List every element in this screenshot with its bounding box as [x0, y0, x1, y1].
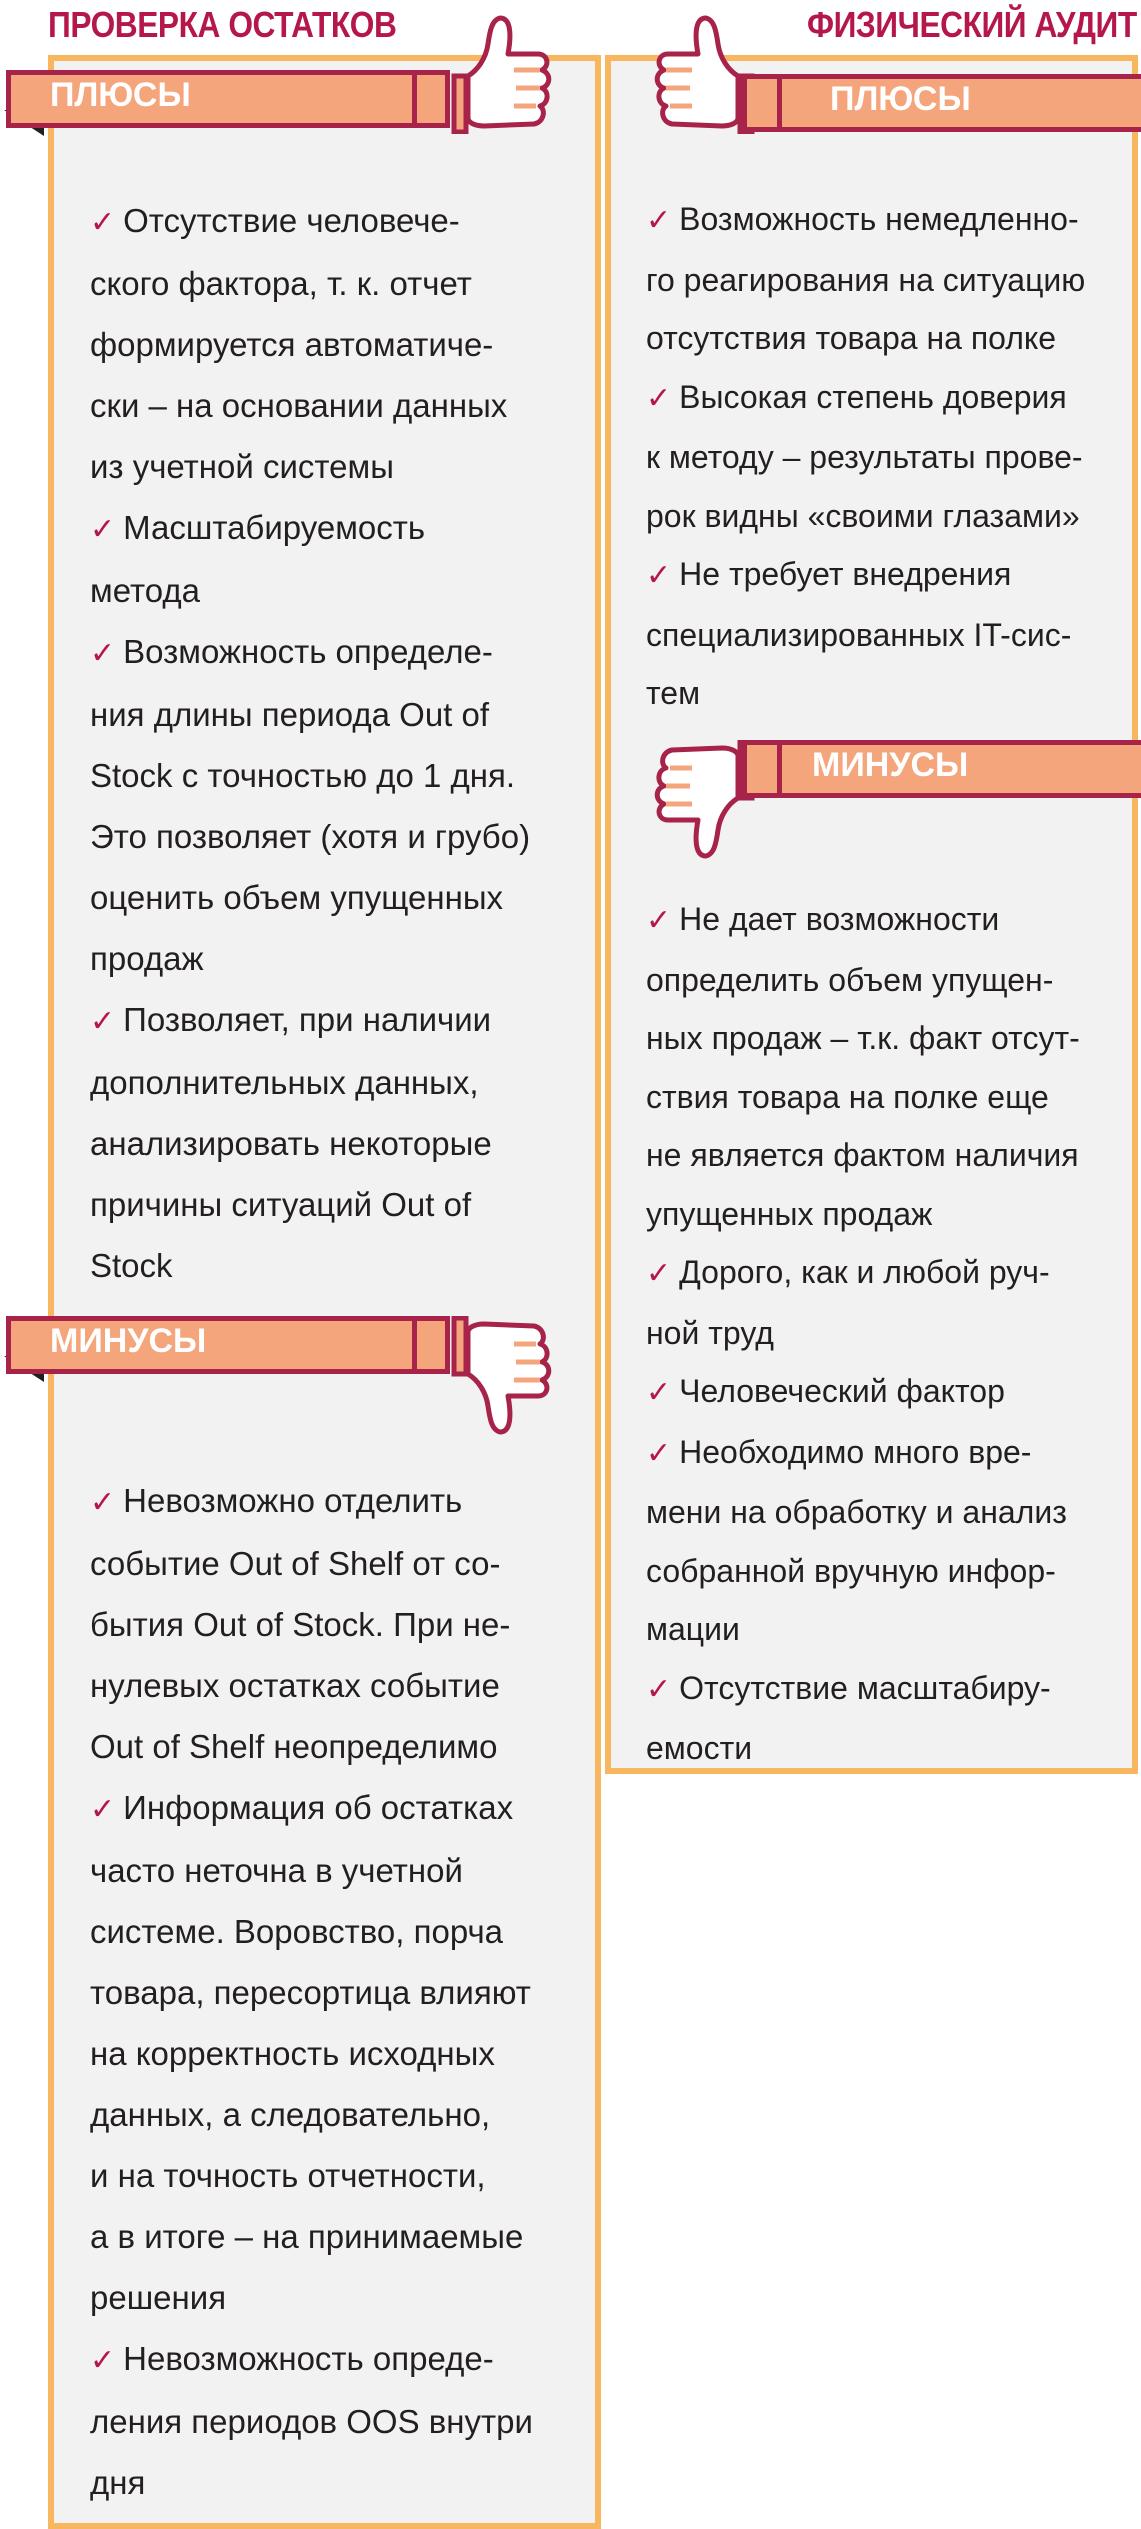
check-icon: ✓	[646, 204, 672, 237]
right-pros-label: ПЛЮСЫ	[830, 80, 971, 118]
list-item: ✓ Не дает возможности определить объем упущен- ных продаж – т.к. факт отсут- ствия товара на полке еще не является фактом наличия упущенных продаж	[646, 901, 1080, 1232]
list-item: ✓ Невозможно отделить событие Out of Shelf от со- бытия Out of Stock. При не- нулевых остатках событие Out of Shelf неопределимо	[90, 1482, 511, 1765]
list-item: ✓ Невозможность опреде- ления периодов OOS внутри дня	[90, 2340, 533, 2501]
list-item: ✓ Масштабируемость метода	[90, 509, 426, 609]
check-icon: ✓	[90, 1793, 116, 1826]
list-item: ✓ Не требует внедрения специализированных IT-сис- тем	[646, 556, 1072, 711]
check-icon: ✓	[646, 559, 672, 592]
left-cons-label: МИНУСЫ	[50, 1322, 207, 1360]
right-cons-ribbon	[742, 740, 1141, 802]
ribbon-cuff	[742, 740, 782, 798]
thumbs-down-icon	[444, 1316, 554, 1436]
list-item: ✓ Возможность определе- ния длины периода Out of Stock с точностью до 1 дня. Это позволяет (хотя и грубо) оценить объем упущенных продаж	[90, 633, 531, 977]
ribbon-cuff	[742, 74, 782, 132]
check-icon: ✓	[646, 1672, 672, 1706]
check-icon: ✓	[90, 2344, 116, 2377]
list-item: ✓ Высокая степень доверия к методу – результаты прове- рок видны «своими глазами»	[646, 378, 1083, 534]
check-icon: ✓	[90, 206, 116, 239]
left-cons-list	[90, 1470, 580, 2513]
list-item: ✓ Позволяет, при наличии дополнительных данных, анализировать некоторые причины ситуаций Out of Stock	[90, 1001, 492, 1284]
right-pros-ribbon	[742, 74, 1141, 136]
right-pros-list	[646, 190, 1116, 723]
left-pros-label: ПЛЮСЫ	[50, 76, 191, 114]
physical-audit-heading: ФИЗИЧЕСКИЙ АУДИТ	[807, 4, 1137, 45]
check-icon: ✓	[90, 513, 116, 546]
list-item: ✓ Информация об остатках часто неточна в учетной системе. Воровство, порча товара, пересортица влияют на корректность исходных данных, а следовательно, и на точность отчетности, а в итоге – на принимаемые решения	[90, 1789, 531, 2316]
stock-check-heading: ПРОВЕРКА ОСТАТКОВ	[48, 4, 397, 45]
list-item: ✓ Возможность немедленно- го реагирования на ситуацию отсутствия товара на полке	[646, 201, 1086, 356]
thumbs-up-icon	[444, 14, 554, 134]
right-cons-label: МИНУСЫ	[812, 746, 969, 784]
list-item: ✓ Необходимо много вре- мени на обработку и анализ собранной вручную инфор- мации	[646, 1433, 1067, 1647]
list-item: ✓ Отсутствие масштабиру- емости	[646, 1669, 1051, 1766]
list-item: ✓ Отсутствие человече- ского фактора, т. к. отчет формируется автоматиче- ски – на основании данных из учетной системы	[90, 202, 508, 485]
check-icon: ✓	[646, 1376, 672, 1409]
check-icon: ✓	[646, 381, 672, 415]
left-pros-list	[90, 190, 580, 1296]
check-icon: ✓	[90, 637, 116, 670]
right-cons-list	[646, 890, 1116, 1778]
check-icon: ✓	[646, 1257, 672, 1290]
check-icon: ✓	[90, 1486, 116, 1519]
check-icon: ✓	[646, 1436, 672, 1470]
list-item: ✓ Дорого, как и любой руч- ной труд	[646, 1254, 1050, 1351]
list-item: ✓ Человеческий фактор	[646, 1373, 1005, 1409]
check-icon: ✓	[90, 1005, 116, 1038]
check-icon: ✓	[646, 904, 672, 937]
